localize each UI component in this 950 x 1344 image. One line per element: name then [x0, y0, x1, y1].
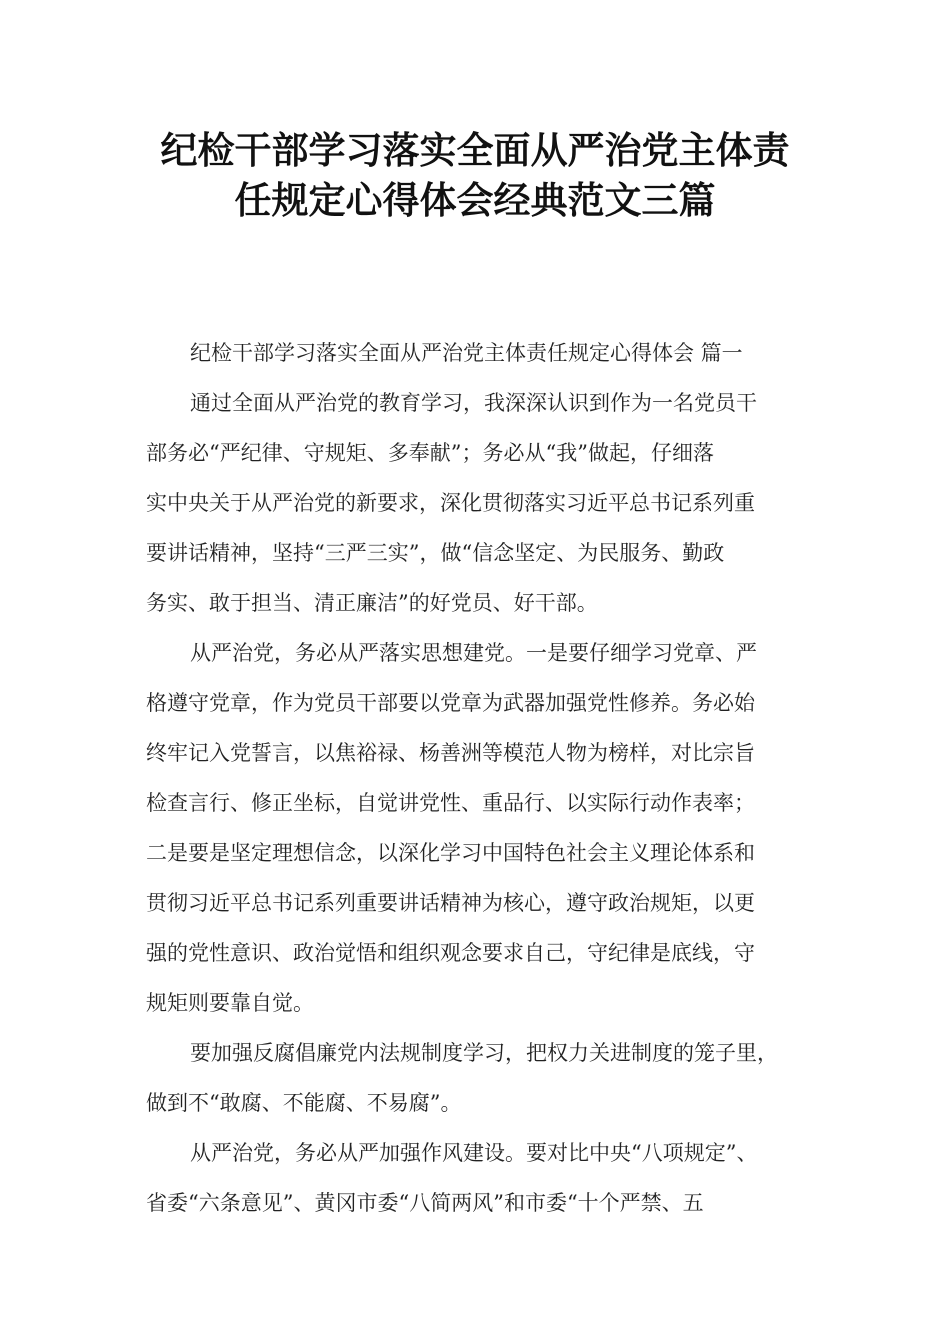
- text-line: 检查言行、修正坐标，自觉讲党性、重品行、以实际行动作表率；: [146, 791, 755, 815]
- text-line: 做到不“敢腐、不能腐、不易腐”。: [146, 1091, 462, 1115]
- paragraph: [146, 1128, 818, 1228]
- text-line: 要加强反腐倡廉党内法规制度学习，把权力关进制度的笼子里，: [190, 1041, 778, 1065]
- text-line: 格遵守党章，作为党员干部要以党章为武器加强党性修养。务必始: [146, 691, 755, 715]
- text-line: 终牢记入党誓言，以焦裕禄、杨善洲等模范人物为榜样，对比宗旨: [146, 741, 755, 765]
- paragraph: [146, 1028, 818, 1128]
- title-line: 任规定心得体会经典范文三篇: [234, 179, 716, 222]
- text-line: 务实、敢于担当、清正廉洁”的好党员、好干部。: [146, 591, 598, 615]
- text-line: 规矩则要靠自觉。: [146, 991, 314, 1015]
- text-line: 部务必“严纪律、守规矩、多奉献”；务必从“我”做起，仔细落: [146, 441, 714, 465]
- paragraph: [146, 628, 818, 1028]
- text-line: 通过全面从严治党的教育学习，我深深认识到作为一名党员干: [190, 391, 757, 415]
- text-line: 从严治党，务必从严加强作风建设。要对比中央“八项规定”、: [190, 1141, 758, 1165]
- text-line: 二是要是坚定理想信念，以深化学习中国特色社会主义理论体系和: [146, 841, 755, 865]
- title-line: 纪检干部学习落实全面从严治党主体责: [160, 129, 790, 172]
- document-title: [100, 126, 850, 226]
- text-line: 要讲话精神，坚持“三严三实”，做“信念坚定、为民服务、勤政: [146, 541, 725, 565]
- text-line: 纪检干部学习落实全面从严治党主体责任规定心得体会 篇一: [190, 341, 743, 365]
- document-body: [146, 328, 818, 1228]
- paragraph: [146, 378, 818, 628]
- section-heading: [146, 328, 818, 378]
- text-line: 强的党性意识、政治觉悟和组织观念要求自己，守纪律是底线，守: [146, 941, 755, 965]
- text-line: 贯彻习近平总书记系列重要讲话精神为核心，遵守政治规矩，以更: [146, 891, 755, 915]
- text-line: 从严治党，务必从严落实思想建党。一是要仔细学习党章、严: [190, 641, 757, 665]
- text-line: 省委“六条意见”、黄冈市委“八简两风”和市委“十个严禁、五: [146, 1191, 704, 1215]
- text-line: 实中央关于从严治党的新要求，深化贯彻落实习近平总书记系列重: [146, 491, 755, 515]
